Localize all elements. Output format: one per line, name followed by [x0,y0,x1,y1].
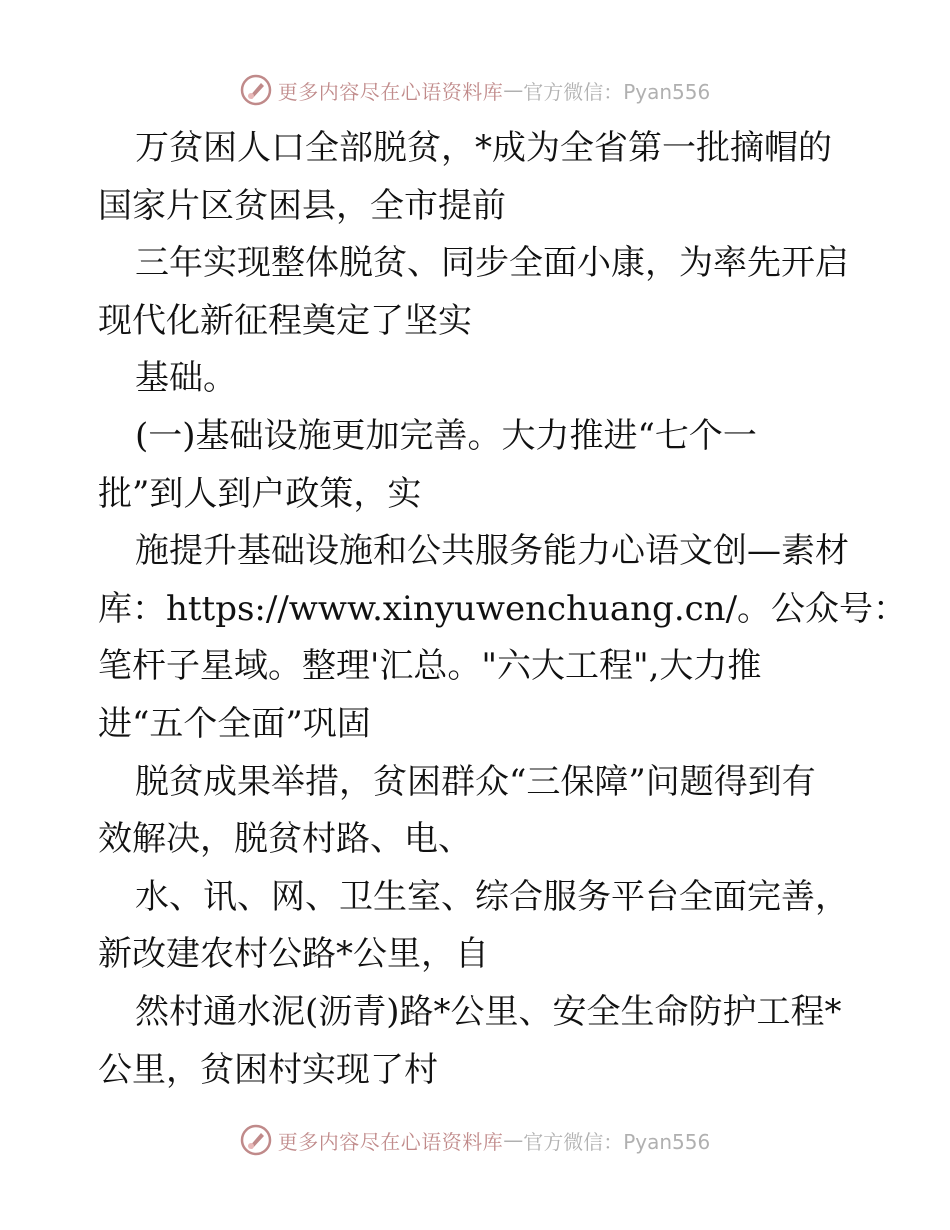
watermark-main-text: 更多内容尽在心语资料库 [277,79,504,104]
footer-watermark [0,1120,950,1160]
text-line: 基础。 [135,358,237,399]
document-body [98,120,908,1099]
text-line: 批”到人到户政策，实 [98,473,422,514]
watermark-separator: — [503,1128,524,1152]
text-line: 新改建农村公路*公里，自 [98,934,489,975]
text-line: 现代化新征程奠定了坚实 [98,300,472,341]
text-line: 施提升基础设施和公共服务能力心语文创—素材 [135,531,849,572]
header-watermark [0,70,950,110]
watermark-main-text: 更多内容尽在心语资料库 [277,1129,504,1154]
watermark-sub-text: 官方微信：Pyan556 [523,1129,711,1154]
text-line: 效解决，脱贫村路、电、 [98,819,472,860]
text-line: 笔杆子星域。整理'汇总。"六大工程",大力推 [98,646,762,687]
quill-seal-icon [240,74,272,106]
text-line: 公里，贫困村实现了村 [98,1049,438,1090]
text-line: 三年实现整体脱贫、同步全面小康，为率先开启 [135,243,849,284]
quill-seal-icon [240,1124,272,1156]
text-line: 进“五个全面”巩固 [98,703,371,744]
text-line: 国家片区贫困县，全市提前 [98,185,506,226]
text-line: 然村通水泥(沥青)路*公里、安全生命防护工程* [135,991,842,1032]
watermark-sub-text: 官方微信：Pyan556 [523,79,711,104]
text-line: 脱贫成果举措，贫困群众“三保障”问题得到有 [135,761,816,802]
watermark-separator: — [503,78,524,102]
text-line: 万贫困人口全部脱贫，*成为全省第一批摘帽的 [135,128,832,168]
text-line: (一)基础设施更加完善。大力推进“七个一 [135,415,757,456]
text-line: 水、讯、网、卫生室、综合服务平台全面完善， [135,876,849,917]
text-line: 库：https://www.xinyuwenchuang.cn/。公众号： [98,588,908,629]
